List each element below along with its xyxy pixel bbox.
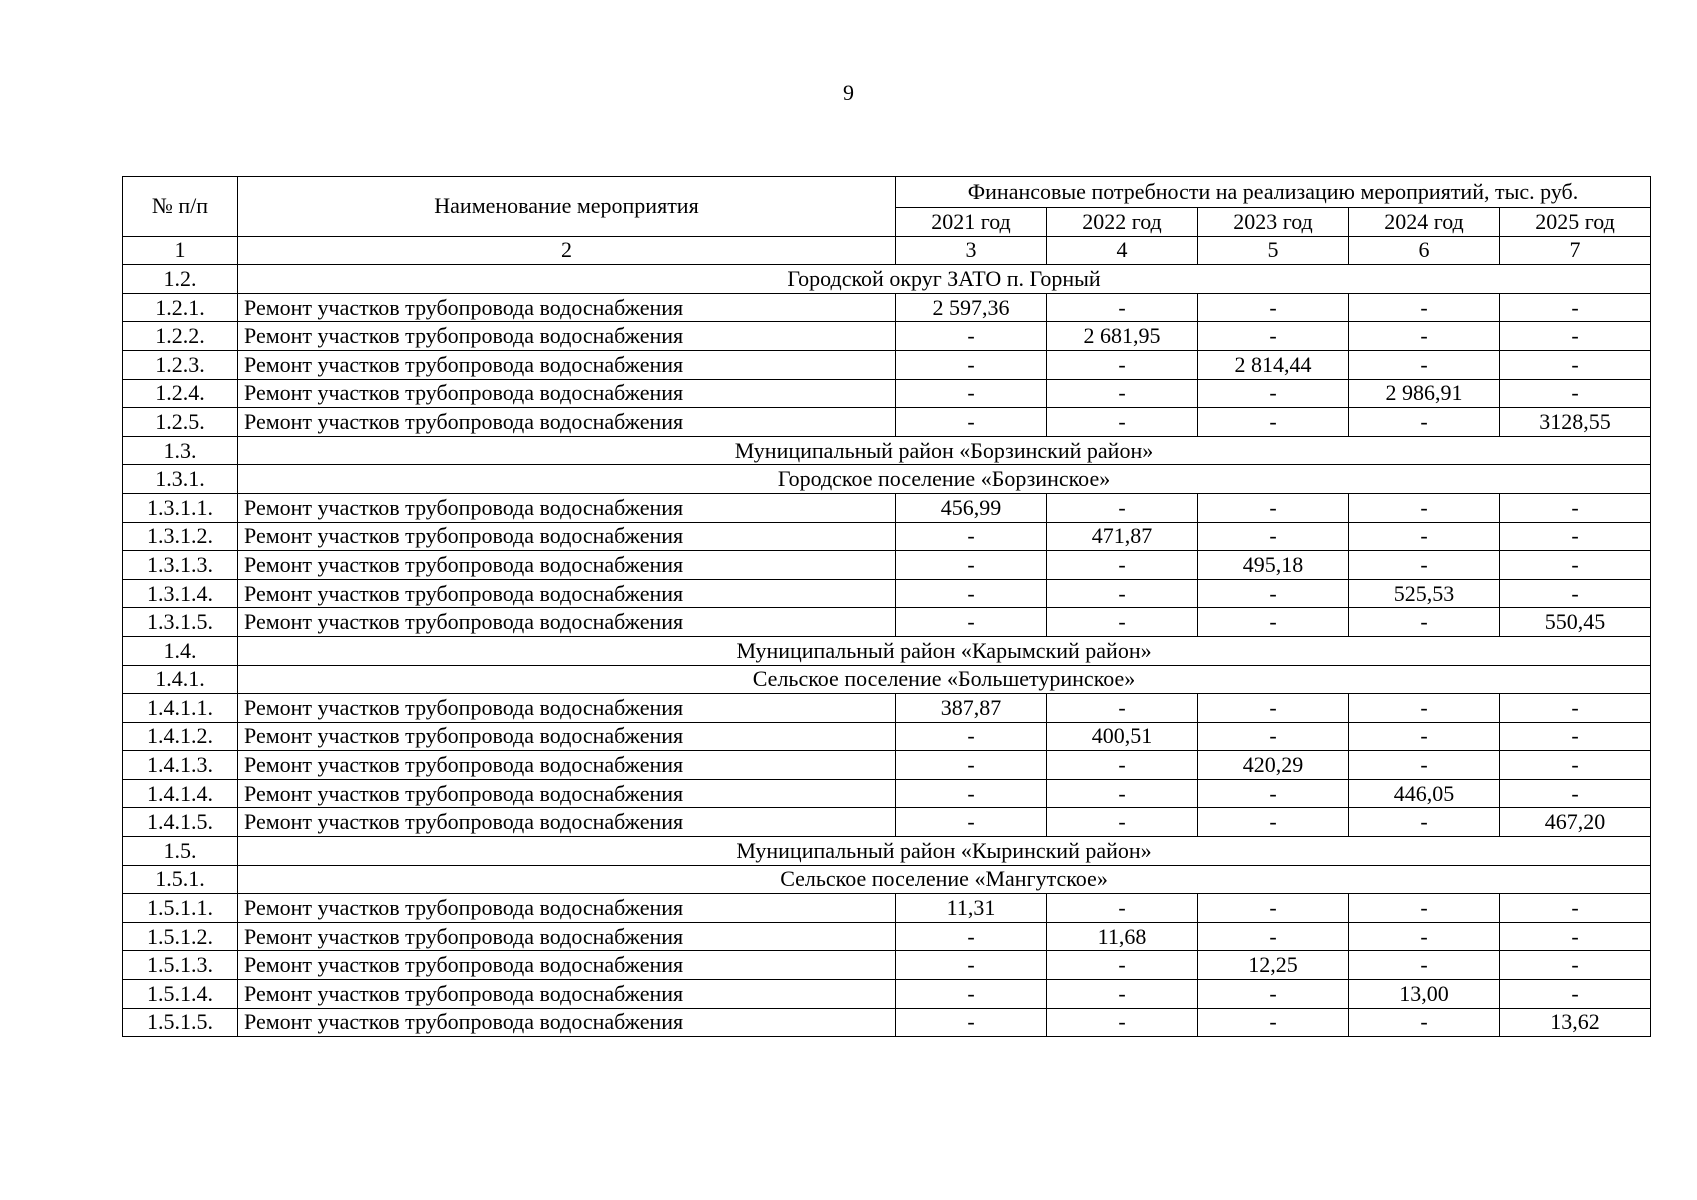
table-row [123, 608, 1651, 637]
amount-cell: - [1500, 493, 1651, 522]
row-number: 1.5. [123, 837, 238, 866]
table-row [123, 1008, 1651, 1037]
amount-cell: - [896, 922, 1047, 951]
row-number: 1.4. [123, 636, 238, 665]
row-number: 1.2. [123, 265, 238, 294]
amount-cell: - [1047, 751, 1198, 780]
amount-cell: - [1349, 408, 1500, 437]
header-year: 2025 год [1500, 208, 1651, 237]
amount-cell: 12,25 [1198, 951, 1349, 980]
page-number: 9 [843, 80, 854, 105]
section-title: Муниципальный район «Борзинский район» [238, 436, 1651, 465]
amount-cell: 495,18 [1198, 551, 1349, 580]
amount-cell: - [1047, 551, 1198, 580]
table-row [123, 951, 1651, 980]
row-number: 1.4.1.5. [123, 808, 238, 837]
table-row [123, 493, 1651, 522]
activity-name: Ремонт участков трубопровода водоснабжения [238, 322, 896, 351]
amount-cell: - [896, 408, 1047, 437]
column-index: 7 [1500, 236, 1651, 265]
row-number: 1.5.1. [123, 865, 238, 894]
amount-cell: 525,53 [1349, 579, 1500, 608]
amount-cell: - [1198, 293, 1349, 322]
table-row [123, 408, 1651, 437]
amount-cell: - [1500, 579, 1651, 608]
activity-name: Ремонт участков трубопровода водоснабжения [238, 751, 896, 780]
section-title: Городской округ ЗАТО п. Горный [238, 265, 1651, 294]
amount-cell: - [896, 379, 1047, 408]
amount-cell: 2 597,36 [896, 293, 1047, 322]
amount-cell: - [1349, 493, 1500, 522]
amount-cell: - [896, 350, 1047, 379]
header-name: Наименование мероприятия [238, 177, 896, 237]
table-row [123, 779, 1651, 808]
row-number: 1.5.1.5. [123, 1008, 238, 1037]
amount-cell: - [1349, 293, 1500, 322]
section-row [123, 837, 1651, 866]
amount-cell: - [1500, 951, 1651, 980]
amount-cell: - [1198, 694, 1349, 723]
amount-cell: 13,62 [1500, 1008, 1651, 1037]
amount-cell: - [1047, 579, 1198, 608]
amount-cell: - [1047, 293, 1198, 322]
amount-cell: 11,68 [1047, 922, 1198, 951]
table-row [123, 751, 1651, 780]
table-row [123, 522, 1651, 551]
table-row [123, 379, 1651, 408]
column-index: 1 [123, 236, 238, 265]
row-number: 1.3.1.1. [123, 493, 238, 522]
amount-cell: - [1349, 922, 1500, 951]
activity-name: Ремонт участков трубопровода водоснабжения [238, 579, 896, 608]
column-index: 4 [1047, 236, 1198, 265]
amount-cell: - [896, 808, 1047, 837]
header-finance: Финансовые потребности на реализацию мероприятий, тыс. руб. [896, 177, 1651, 208]
header-number: № п/п [123, 177, 238, 237]
amount-cell: 11,31 [896, 894, 1047, 923]
amount-cell: 2 986,91 [1349, 379, 1500, 408]
section-title: Сельское поселение «Мангутское» [238, 865, 1651, 894]
amount-cell: - [1198, 722, 1349, 751]
amount-cell: - [1500, 522, 1651, 551]
amount-cell: 400,51 [1047, 722, 1198, 751]
header-year: 2024 год [1349, 208, 1500, 237]
amount-cell: - [1500, 293, 1651, 322]
amount-cell: - [1500, 980, 1651, 1009]
amount-cell: 13,00 [1349, 980, 1500, 1009]
amount-cell: - [896, 522, 1047, 551]
row-number: 1.4.1.4. [123, 779, 238, 808]
section-row [123, 865, 1651, 894]
amount-cell: - [1500, 751, 1651, 780]
amount-cell: - [1500, 379, 1651, 408]
amount-cell: - [1500, 350, 1651, 379]
amount-cell: - [1349, 350, 1500, 379]
section-row [123, 436, 1651, 465]
amount-cell: 467,20 [1500, 808, 1651, 837]
section-row [123, 465, 1651, 494]
activity-name: Ремонт участков трубопровода водоснабжения [238, 522, 896, 551]
activity-name: Ремонт участков трубопровода водоснабжения [238, 980, 896, 1009]
amount-cell: - [1349, 1008, 1500, 1037]
activity-name: Ремонт участков трубопровода водоснабжения [238, 551, 896, 580]
activity-name: Ремонт участков трубопровода водоснабжения [238, 922, 896, 951]
amount-cell: - [1198, 408, 1349, 437]
row-number: 1.3. [123, 436, 238, 465]
finance-table [122, 176, 1651, 1037]
activity-name: Ремонт участков трубопровода водоснабжения [238, 694, 896, 723]
amount-cell: - [896, 779, 1047, 808]
amount-cell: - [1047, 493, 1198, 522]
activity-name: Ремонт участков трубопровода водоснабжения [238, 951, 896, 980]
amount-cell: - [1349, 551, 1500, 580]
activity-name: Ремонт участков трубопровода водоснабжения [238, 722, 896, 751]
amount-cell: - [896, 722, 1047, 751]
amount-cell: 2 681,95 [1047, 322, 1198, 351]
table-row [123, 922, 1651, 951]
table-row [123, 551, 1651, 580]
activity-name: Ремонт участков трубопровода водоснабжения [238, 293, 896, 322]
amount-cell: - [1047, 694, 1198, 723]
row-number: 1.2.2. [123, 322, 238, 351]
amount-cell: - [1198, 980, 1349, 1009]
row-number: 1.5.1.3. [123, 951, 238, 980]
column-index: 6 [1349, 236, 1500, 265]
activity-name: Ремонт участков трубопровода водоснабжения [238, 894, 896, 923]
amount-cell: - [1500, 722, 1651, 751]
amount-cell: - [1349, 722, 1500, 751]
amount-cell: - [896, 322, 1047, 351]
activity-name: Ремонт участков трубопровода водоснабжения [238, 1008, 896, 1037]
row-number: 1.3.1.3. [123, 551, 238, 580]
amount-cell: 471,87 [1047, 522, 1198, 551]
amount-cell: - [1198, 322, 1349, 351]
activity-name: Ремонт участков трубопровода водоснабжения [238, 808, 896, 837]
amount-cell: - [1349, 808, 1500, 837]
column-index-row [123, 236, 1651, 265]
amount-cell: 2 814,44 [1198, 350, 1349, 379]
row-number: 1.3.1.2. [123, 522, 238, 551]
table-row [123, 322, 1651, 351]
section-title: Муниципальный район «Карымский район» [238, 636, 1651, 665]
amount-cell: - [1047, 379, 1198, 408]
row-number: 1.5.1.2. [123, 922, 238, 951]
section-row [123, 636, 1651, 665]
row-number: 1.4.1. [123, 665, 238, 694]
amount-cell: - [1047, 808, 1198, 837]
amount-cell: - [1349, 522, 1500, 551]
amount-cell: - [896, 1008, 1047, 1037]
section-row [123, 265, 1651, 294]
column-index: 5 [1198, 236, 1349, 265]
amount-cell: 420,29 [1198, 751, 1349, 780]
amount-cell: - [1198, 522, 1349, 551]
amount-cell: - [1047, 408, 1198, 437]
amount-cell: - [896, 608, 1047, 637]
table-row [123, 722, 1651, 751]
amount-cell: - [896, 579, 1047, 608]
section-title: Городское поселение «Борзинское» [238, 465, 1651, 494]
table-row [123, 808, 1651, 837]
amount-cell: - [1047, 608, 1198, 637]
amount-cell: - [1500, 779, 1651, 808]
table-body [123, 265, 1651, 1037]
amount-cell: - [1349, 608, 1500, 637]
amount-cell: - [1198, 779, 1349, 808]
amount-cell: - [1198, 379, 1349, 408]
amount-cell: - [1198, 922, 1349, 951]
row-number: 1.4.1.3. [123, 751, 238, 780]
section-title: Муниципальный район «Кыринский район» [238, 837, 1651, 866]
amount-cell: - [1349, 694, 1500, 723]
amount-cell: - [1500, 551, 1651, 580]
amount-cell: - [1349, 322, 1500, 351]
row-number: 1.5.1.1. [123, 894, 238, 923]
amount-cell: - [1047, 779, 1198, 808]
table-header [123, 177, 1651, 265]
header-year: 2021 год [896, 208, 1047, 237]
amount-cell: - [1500, 694, 1651, 723]
amount-cell: - [1047, 980, 1198, 1009]
amount-cell: - [1349, 751, 1500, 780]
row-number: 1.3.1. [123, 465, 238, 494]
amount-cell: - [1047, 894, 1198, 923]
row-number: 1.5.1.4. [123, 980, 238, 1009]
table-row [123, 579, 1651, 608]
amount-cell: - [1500, 322, 1651, 351]
row-number: 1.4.1.1. [123, 694, 238, 723]
amount-cell: - [1349, 894, 1500, 923]
row-number: 1.3.1.5. [123, 608, 238, 637]
table-row [123, 894, 1651, 923]
row-number: 1.2.1. [123, 293, 238, 322]
activity-name: Ремонт участков трубопровода водоснабжения [238, 779, 896, 808]
amount-cell: - [1198, 493, 1349, 522]
activity-name: Ремонт участков трубопровода водоснабжения [238, 350, 896, 379]
amount-cell: - [896, 980, 1047, 1009]
amount-cell: - [1198, 1008, 1349, 1037]
amount-cell: - [896, 751, 1047, 780]
table-row [123, 293, 1651, 322]
activity-name: Ремонт участков трубопровода водоснабжения [238, 408, 896, 437]
row-number: 1.2.4. [123, 379, 238, 408]
amount-cell: 387,87 [896, 694, 1047, 723]
column-index: 3 [896, 236, 1047, 265]
amount-cell: - [1198, 894, 1349, 923]
amount-cell: - [1349, 951, 1500, 980]
table-row [123, 980, 1651, 1009]
amount-cell: - [1198, 608, 1349, 637]
amount-cell: 3128,55 [1500, 408, 1651, 437]
amount-cell: - [896, 951, 1047, 980]
activity-name: Ремонт участков трубопровода водоснабжения [238, 379, 896, 408]
row-number: 1.3.1.4. [123, 579, 238, 608]
amount-cell: - [896, 551, 1047, 580]
amount-cell: - [1047, 1008, 1198, 1037]
amount-cell: 446,05 [1349, 779, 1500, 808]
amount-cell: - [1047, 951, 1198, 980]
amount-cell: - [1500, 894, 1651, 923]
row-number: 1.2.3. [123, 350, 238, 379]
header-year: 2023 год [1198, 208, 1349, 237]
table-row [123, 694, 1651, 723]
amount-cell: - [1500, 922, 1651, 951]
amount-cell: 456,99 [896, 493, 1047, 522]
amount-cell: - [1047, 350, 1198, 379]
header-year: 2022 год [1047, 208, 1198, 237]
amount-cell: 550,45 [1500, 608, 1651, 637]
amount-cell: - [1198, 808, 1349, 837]
section-row [123, 665, 1651, 694]
row-number: 1.4.1.2. [123, 722, 238, 751]
activity-name: Ремонт участков трубопровода водоснабжения [238, 493, 896, 522]
amount-cell: - [1198, 579, 1349, 608]
table-row [123, 350, 1651, 379]
column-index: 2 [238, 236, 896, 265]
activity-name: Ремонт участков трубопровода водоснабжения [238, 608, 896, 637]
row-number: 1.2.5. [123, 408, 238, 437]
section-title: Сельское поселение «Большетуринское» [238, 665, 1651, 694]
